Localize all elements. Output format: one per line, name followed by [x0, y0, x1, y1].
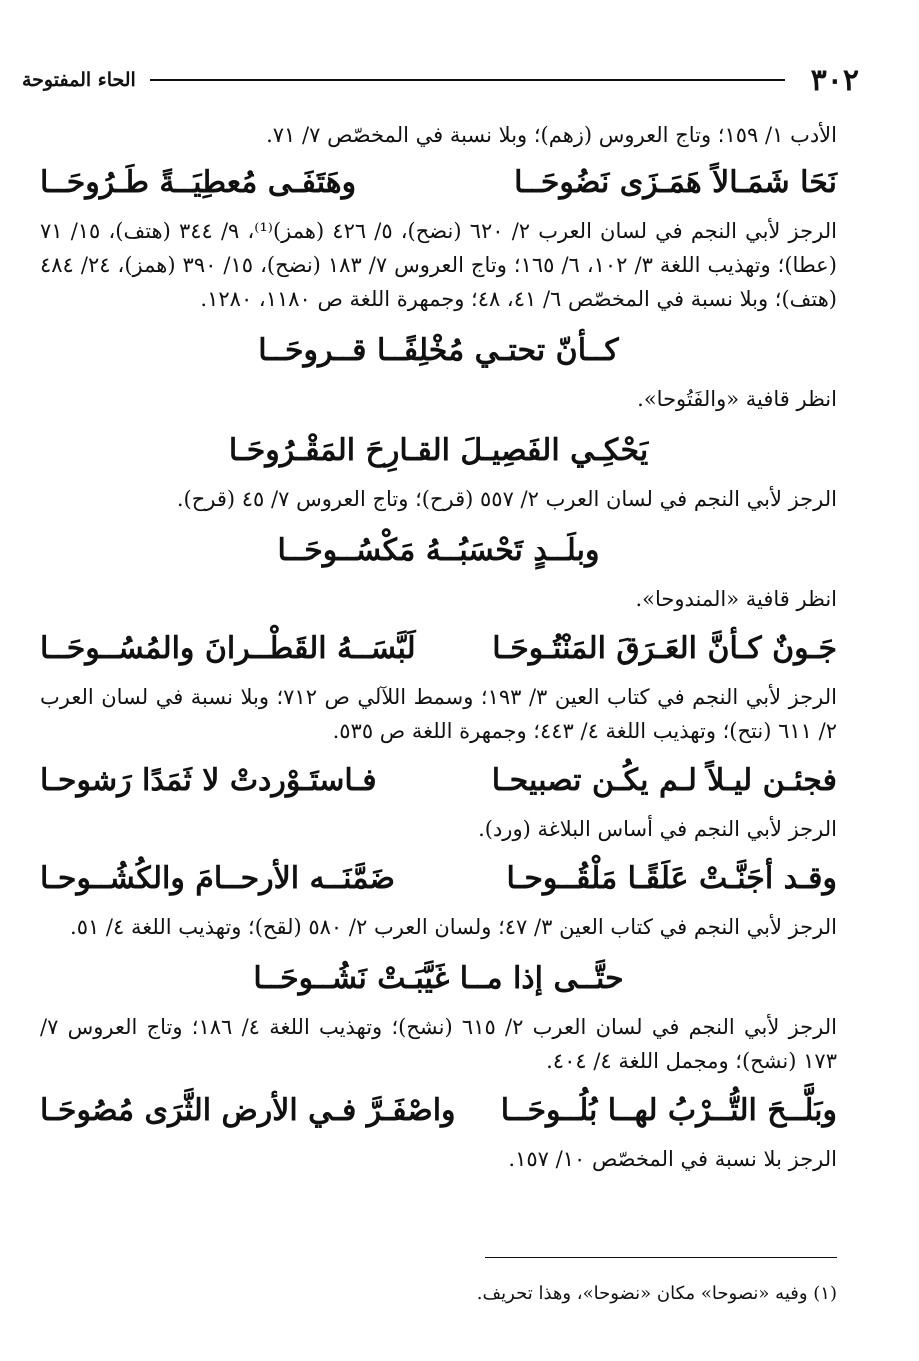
second-hemistich: لَبَّسَــهُ القَطْــرانَ والمُسُــوحَــا: [40, 631, 416, 666]
verse-line: كــأنّ تحتـي مُخْلِفًــا قــروحَــا: [258, 333, 619, 368]
second-hemistich: ضَمَّنَــه الأرحــامَ والكُشُــوحـا: [40, 861, 396, 896]
source-reference: الرجز لأبي النجم في لسان العرب ٢/ ٥٥٧ (قرح)؛ وتاج العروس ٧/ ٤٥ (قرح).: [176, 487, 837, 511]
verse-entry: [40, 426, 837, 516]
page-body: [40, 118, 837, 1184]
verse-entry: [40, 326, 837, 416]
footnote: (١) وفيه «نصوحا» مكان «نضوحا»، وهذا تحريف.: [476, 1283, 837, 1304]
verse-entry: [40, 158, 837, 316]
header-rule: [150, 79, 785, 81]
source-reference: الرجز لأبي النجم في كتاب العين ٣/ ٤٧؛ ولسان العرب ٢/ ٥٨٠ (لقح)؛ وتهذيب اللغة ٤/ ٥١.: [70, 915, 837, 939]
first-hemistich: جَـونٌ كـأنَّ العَـرَقَ المَنْتُـوحَـا: [492, 631, 837, 666]
verse-line: [40, 854, 837, 904]
second-hemistich: وهَتَفَـى مُعطِيَــةً طَـرُوحَــا: [40, 165, 357, 200]
verse-entry: [40, 854, 837, 944]
verse-line: وبلَــدٍ تَحْسَبُــهُ مَكْسُــوحَــا: [277, 533, 600, 568]
verse-line: [40, 624, 837, 674]
first-hemistich: وبَلَّــحَ التُّــرْبُ لهــا بُلُــوحَــا: [500, 1093, 837, 1128]
intro-reference: الأدب ١/ ١٥٩؛ وتاج العروس (زهم)؛ وبلا نسبة في المخصّص ٧/ ٧١.: [266, 123, 837, 147]
verse-line: [40, 756, 837, 806]
first-hemistich: نَحَا شَمَـالاً هَمَـزَى نَضُوحَــا: [514, 165, 837, 200]
page-number: ٣٠٢: [810, 62, 859, 98]
source-reference: انظر قافية «المندوحا».: [635, 587, 837, 611]
running-title: الحاء المفتوحة: [22, 69, 136, 91]
page-header: [22, 60, 859, 100]
first-hemistich: وقـد أجَنَّـتْ عَلَقًـا مَلْقُــوحـا: [506, 861, 837, 896]
source-reference: الرجز لأبي النجم في لسان العرب ٢/ ٦١٥ (نشح)؛ وتهذيب اللغة ٤/ ١٨٦؛ وتاج العروس ٧/ ١٧٣ (نشح)؛ ومجمل اللغة ٤/ ٤٠٤.: [40, 1015, 837, 1073]
second-hemistich: واصْفَـرَّ فـي الأرض الثَّرَى مُصُوحَـا: [40, 1093, 456, 1128]
verse-line: [40, 158, 837, 208]
verse-line: يَحْكِـي الفَصِيـلَ القـارِحَ المَقْـرُوحَـا: [228, 433, 649, 468]
verse-entry: [40, 756, 837, 846]
source-reference: انظر قافية «والفَتُوحا».: [637, 387, 837, 411]
source-reference: الرجز لأبي النجم في أساس البلاغة (ورد).: [478, 817, 837, 841]
verse-entry: [40, 954, 837, 1078]
source-reference: الرجز لأبي النجم في لسان العرب ٢/ ٦٢٠ (نضح)، ٥/ ٤٢٦ (همز)⁽¹⁾، ٩/ ٣٤٤ (هتف)، ١٥/ ٧١ (عطا)؛ وتهذيب اللغة ٣/ ١٠٢، ٦/ ١٦٥؛ وتاج العروس ٧/ ١٨٣ (نضح)، ١٥/ ٣٩٠ (همز)، ٢٤/ ٤٨٤ (هتف)؛ وبلا نسبة في المخصّص ٦/ ٤١، ٤٨؛ وجمهرة اللغة ص ١١٨٠، ١٢٨٠.: [40, 219, 837, 311]
source-reference: الرجز بلا نسبة في المخصّص ١٠/ ١٥٧.: [508, 1147, 837, 1171]
verse-entry: [40, 526, 837, 616]
footnote-separator: [485, 1257, 837, 1258]
verse-line: [40, 1086, 837, 1136]
second-hemistich: فـاستَـوْردتْ لا ثَمَدًا رَشوحـا: [40, 763, 377, 798]
source-reference: الرجز لأبي النجم في كتاب العين ٣/ ١٩٣؛ وسمط اللآلي ص ٧١٢؛ وبلا نسبة في لسان العرب ٢/ ٦١١ (نتح)؛ وتهذيب اللغة ٤/ ٤٤٣؛ وجمهرة اللغة ص ٥٣٥.: [40, 685, 837, 743]
first-hemistich: فجئـن ليـلاً لـم يكُـن تصبيحـا: [491, 763, 837, 798]
verse-line: حتَّــى إذا مــا غَيَّبَـتْ نَشُــوحَــا: [253, 961, 624, 996]
verse-entry: [40, 624, 837, 748]
verse-entry: [40, 1086, 837, 1176]
